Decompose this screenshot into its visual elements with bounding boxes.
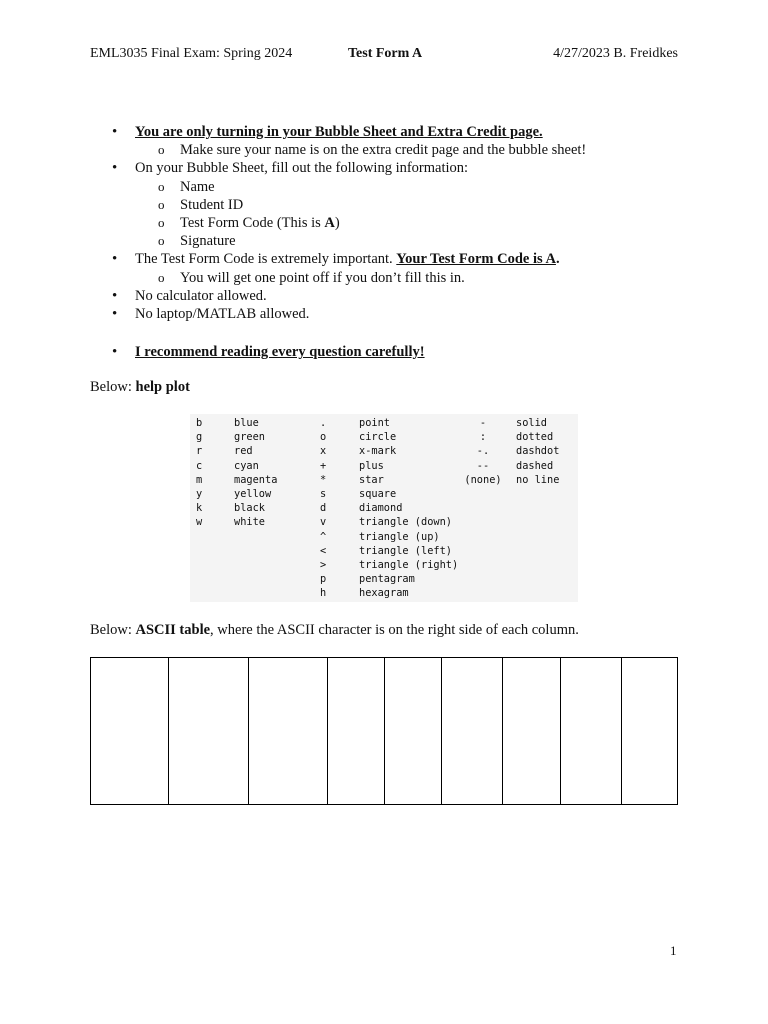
help-plot-cell: red bbox=[234, 445, 253, 458]
marker-name-column bbox=[359, 416, 458, 600]
sub-bullet-student-id: o Student ID bbox=[90, 196, 690, 214]
ascii-column-divider bbox=[441, 658, 442, 804]
ascii-table-label: Below: ASCII table, where the ASCII character is on the right side of each column. bbox=[90, 622, 579, 638]
ascii-column-divider bbox=[502, 658, 503, 804]
help-plot-cell: + bbox=[320, 459, 327, 472]
help-plot-cell: m bbox=[196, 473, 203, 486]
help-plot-cell: dashed bbox=[516, 459, 554, 472]
help-plot-cell: h bbox=[320, 587, 327, 600]
help-plot-cell: ^ bbox=[320, 530, 327, 543]
bullet-recommend: • I recommend reading every question carefully! bbox=[90, 343, 690, 361]
help-plot-cell: y bbox=[196, 487, 203, 500]
help-plot-cell: > bbox=[320, 558, 327, 571]
help-plot-cell: - bbox=[479, 417, 487, 429]
ascii-column-divider bbox=[248, 658, 249, 804]
help-plot-cell: x bbox=[320, 445, 327, 458]
bullet-no-calculator: • No calculator allowed. bbox=[90, 287, 690, 305]
help-plot-cell: circle bbox=[359, 431, 397, 444]
color-symbol-column bbox=[196, 416, 202, 530]
help-plot-cell: blue bbox=[234, 417, 259, 429]
help-plot-cell: yellow bbox=[234, 487, 272, 500]
help-plot-cell: cyan bbox=[234, 459, 259, 472]
help-plot-cell: c bbox=[196, 459, 203, 472]
ascii-table bbox=[90, 657, 678, 805]
help-plot-cell: x-mark bbox=[359, 445, 397, 458]
help-plot-cell: triangle (left) bbox=[359, 544, 452, 557]
ascii-column-divider bbox=[384, 658, 385, 804]
help-plot-cell: < bbox=[320, 544, 327, 557]
help-plot-cell: b bbox=[196, 417, 203, 429]
help-plot-cell: magenta bbox=[234, 473, 278, 486]
help-plot-cell: : bbox=[479, 431, 487, 444]
help-plot-cell: solid bbox=[516, 417, 547, 429]
help-plot-cell: no line bbox=[516, 473, 560, 486]
help-plot-cell: r bbox=[196, 445, 203, 458]
date-author: 4/27/2023 B. Freidkes bbox=[553, 46, 678, 61]
help-plot-cell: green bbox=[234, 431, 265, 444]
help-plot-table bbox=[190, 414, 578, 602]
bullet-bubble-sheet: • On your Bubble Sheet, fill out the following information: bbox=[90, 159, 690, 177]
sub-bullet-test-form-code: o Test Form Code (This is A) bbox=[90, 214, 690, 232]
sub-bullet-name-reminder: o Make sure your name is on the extra credit page and the bubble sheet! bbox=[90, 141, 690, 159]
bullet-no-laptop: • No laptop/MATLAB allowed. bbox=[90, 305, 690, 323]
help-plot-cell: v bbox=[320, 516, 327, 529]
help-plot-cell: square bbox=[359, 487, 397, 500]
help-plot-cell: pentagram bbox=[359, 573, 415, 586]
help-plot-cell: g bbox=[196, 431, 203, 444]
line-symbol-column bbox=[462, 416, 504, 487]
help-plot-cell: d bbox=[320, 502, 327, 515]
ascii-column-divider bbox=[327, 658, 328, 804]
help-plot-cell: triangle (up) bbox=[359, 530, 440, 543]
help-plot-cell: white bbox=[234, 516, 265, 529]
help-plot-cell: plus bbox=[359, 459, 384, 472]
ascii-column-divider bbox=[621, 658, 622, 804]
bullet-test-form-code: • The Test Form Code is extremely important. Your Test Form Code is A. bbox=[90, 250, 690, 268]
help-plot-label: Below: help plot bbox=[90, 379, 190, 395]
help-plot-cell: k bbox=[196, 502, 203, 515]
help-plot-cell: dashdot bbox=[516, 445, 560, 458]
sub-bullet-point-off: o You will get one point off if you don’t fill this in. bbox=[90, 269, 690, 287]
help-plot-cell: diamond bbox=[359, 502, 403, 515]
help-plot-cell: point bbox=[359, 417, 390, 429]
help-plot-cell: hexagram bbox=[359, 587, 409, 600]
bullet-turn-in: • You are only turning in your Bubble Sheet and Extra Credit page. bbox=[90, 123, 690, 141]
page-number: 1 bbox=[670, 943, 677, 958]
help-plot-cell: s bbox=[320, 487, 327, 500]
help-plot-cell: star bbox=[359, 473, 384, 486]
help-plot-cell: p bbox=[320, 573, 327, 586]
color-name-column bbox=[234, 416, 277, 530]
instructions-list bbox=[90, 123, 690, 361]
help-plot-cell: . bbox=[320, 417, 327, 429]
help-plot-cell: black bbox=[234, 502, 265, 515]
help-plot-cell: -. bbox=[476, 445, 490, 458]
course-title: EML3035 Final Exam: Spring 2024 bbox=[90, 46, 293, 61]
help-plot-cell: triangle (down) bbox=[359, 516, 452, 529]
marker-symbol-column bbox=[320, 416, 326, 600]
help-plot-cell: triangle (right) bbox=[359, 558, 459, 571]
test-form-title: Test Form A bbox=[348, 46, 423, 61]
help-plot-cell: dotted bbox=[516, 431, 554, 444]
ascii-column-divider bbox=[168, 658, 169, 804]
page-header bbox=[90, 46, 678, 66]
help-plot-cell: o bbox=[320, 431, 327, 444]
line-name-column bbox=[516, 416, 559, 487]
help-plot-cell: * bbox=[320, 473, 327, 486]
help-plot-cell: (none) bbox=[464, 473, 502, 486]
help-plot-cell: w bbox=[196, 516, 203, 529]
sub-bullet-name: o Name bbox=[90, 178, 690, 196]
ascii-column-divider bbox=[560, 658, 561, 804]
sub-bullet-signature: o Signature bbox=[90, 232, 690, 250]
help-plot-cell: -- bbox=[476, 459, 490, 472]
